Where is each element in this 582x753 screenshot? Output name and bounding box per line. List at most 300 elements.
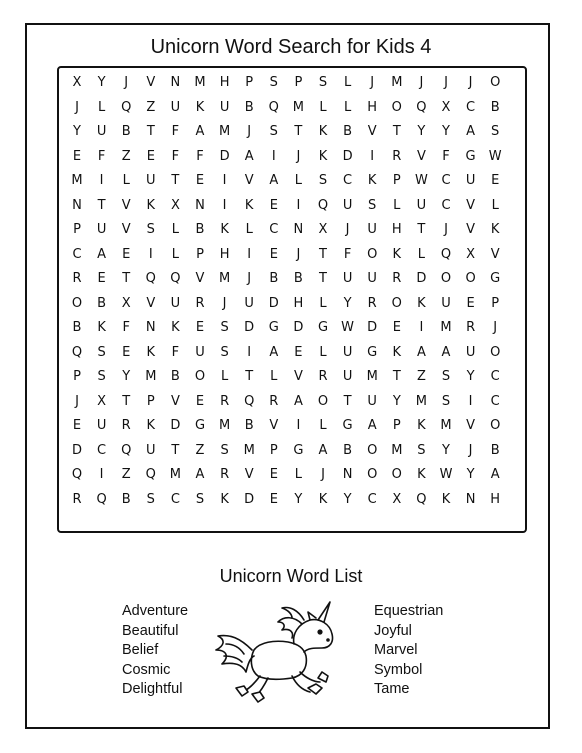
grid-letter: U bbox=[170, 99, 181, 115]
grid-letter: J bbox=[296, 246, 301, 262]
grid-letter: Y bbox=[97, 75, 106, 90]
grid-row bbox=[59, 462, 525, 488]
grid-letter: U bbox=[367, 222, 377, 237]
grid-letter: M bbox=[218, 418, 231, 433]
grid-letter: N bbox=[145, 320, 156, 335]
grid-letter: P bbox=[491, 295, 500, 311]
grid-letter: V bbox=[269, 418, 279, 433]
grid-letter: M bbox=[71, 173, 83, 188]
word-list-title: Unicorn Word List bbox=[219, 566, 363, 586]
grid-letter: J bbox=[321, 467, 325, 482]
grid-letter: Y bbox=[442, 124, 450, 139]
grid-letter: A bbox=[367, 418, 377, 433]
grid-letter: T bbox=[171, 442, 180, 458]
word-list-item: Joyful bbox=[374, 622, 412, 639]
grid-letter: S bbox=[195, 491, 205, 507]
grid-letter: E bbox=[195, 393, 205, 409]
grid-letter: E bbox=[122, 344, 131, 360]
grid-letter: T bbox=[245, 369, 254, 384]
grid-letter: O bbox=[391, 99, 402, 115]
grid-letter: B bbox=[293, 271, 303, 286]
grid-letter: J bbox=[75, 393, 79, 409]
grid-letter: W bbox=[488, 148, 502, 164]
unicorn-eye bbox=[318, 630, 322, 634]
grid-letter: S bbox=[318, 173, 328, 188]
grid-row bbox=[59, 242, 525, 268]
grid-letter: A bbox=[466, 124, 476, 139]
grid-letter: J bbox=[296, 148, 301, 164]
grid-letter: I bbox=[247, 344, 252, 360]
grid-letter: B bbox=[244, 418, 254, 433]
grid-letter: V bbox=[490, 246, 500, 262]
grid-row bbox=[59, 340, 525, 366]
grid-letter: O bbox=[440, 271, 452, 286]
word-list-item: Delightful bbox=[122, 681, 183, 697]
grid-letter: C bbox=[441, 197, 451, 213]
grid-letter: D bbox=[170, 418, 181, 433]
grid-letter: K bbox=[244, 197, 254, 213]
grid-letter: C bbox=[269, 222, 279, 237]
grid-letter: L bbox=[270, 369, 278, 384]
grid-letter: O bbox=[490, 418, 501, 433]
unicorn-tail bbox=[216, 636, 254, 672]
grid-letter: J bbox=[124, 75, 129, 90]
grid-letter: E bbox=[195, 320, 205, 335]
grid-letter: N bbox=[465, 491, 476, 507]
grid-letter: N bbox=[72, 197, 82, 213]
grid-letter: E bbox=[269, 197, 278, 213]
grid-letter: Q bbox=[145, 467, 156, 482]
word-list-item: Tame bbox=[374, 681, 410, 697]
grid-letter: T bbox=[343, 393, 352, 409]
grid-letter: V bbox=[466, 197, 476, 213]
grid-letter: D bbox=[268, 295, 279, 311]
grid-letter: X bbox=[170, 197, 180, 213]
grid-row bbox=[59, 217, 525, 243]
grid-letter: V bbox=[416, 148, 426, 164]
grid-letter: P bbox=[245, 75, 254, 90]
grid-letter: S bbox=[269, 75, 278, 90]
grid-letter: K bbox=[220, 491, 229, 507]
grid-letter: L bbox=[171, 222, 180, 237]
grid-row bbox=[59, 168, 525, 194]
grid-letter: X bbox=[466, 246, 476, 262]
grid-letter: I bbox=[296, 197, 301, 213]
grid-letter: M bbox=[218, 271, 231, 286]
grid-letter: K bbox=[367, 173, 377, 188]
grid-letter: U bbox=[96, 124, 107, 139]
grid-letter: T bbox=[417, 222, 426, 237]
grid-row bbox=[59, 487, 525, 513]
grid-letter: K bbox=[146, 418, 156, 433]
grid-letter: S bbox=[417, 442, 426, 458]
grid-letter: J bbox=[419, 75, 424, 90]
grid-letter: F bbox=[343, 246, 352, 262]
grid-letter: V bbox=[367, 124, 377, 139]
grid-letter: X bbox=[97, 393, 107, 409]
grid-letter: E bbox=[97, 271, 106, 286]
grid-letter: E bbox=[195, 173, 205, 188]
grid-letter: E bbox=[72, 418, 82, 433]
grid-letter: G bbox=[490, 271, 501, 286]
grid-letter: E bbox=[122, 246, 131, 262]
grid-letter: S bbox=[441, 369, 451, 384]
grid-letter: D bbox=[219, 148, 230, 164]
grid-letter: L bbox=[294, 173, 303, 188]
grid-letter: A bbox=[416, 344, 426, 360]
grid-letter: S bbox=[441, 393, 451, 409]
grid-letter: T bbox=[146, 124, 155, 139]
grid-letter: R bbox=[220, 467, 230, 482]
grid-letter: R bbox=[466, 320, 476, 335]
grid-letter: I bbox=[271, 148, 276, 164]
grid-letter: M bbox=[243, 442, 255, 458]
grid-letter: T bbox=[392, 124, 401, 139]
grid-letter: X bbox=[392, 491, 402, 507]
grid-letter: Y bbox=[294, 491, 303, 507]
grid-letter: K bbox=[318, 124, 328, 139]
grid-letter: O bbox=[391, 295, 402, 311]
grid-letter: V bbox=[293, 369, 303, 384]
grid-letter: P bbox=[294, 75, 303, 90]
grid-letter: L bbox=[343, 99, 352, 115]
grid-letter: A bbox=[97, 246, 107, 262]
grid-letter: S bbox=[146, 222, 155, 237]
grid-letter: E bbox=[72, 148, 82, 164]
grid-letter: I bbox=[222, 173, 227, 188]
grid-letter: M bbox=[440, 320, 452, 335]
grid-letter: B bbox=[195, 222, 205, 237]
grid-letter: R bbox=[318, 369, 328, 384]
word-list-item: Symbol bbox=[374, 661, 423, 678]
grid-row bbox=[59, 291, 525, 317]
grid-letter: F bbox=[97, 148, 106, 164]
grid-letter: V bbox=[146, 75, 156, 90]
grid-letter: U bbox=[170, 295, 181, 311]
grid-letter: A bbox=[244, 148, 254, 164]
grid-letter: Q bbox=[170, 271, 181, 286]
grid-letter: U bbox=[219, 99, 230, 115]
grid-letter: J bbox=[247, 271, 252, 286]
grid-letter: P bbox=[73, 222, 81, 237]
grid-letter: C bbox=[466, 99, 476, 115]
grid-letter: S bbox=[220, 320, 229, 335]
grid-letter: T bbox=[294, 124, 303, 139]
grid-letter: Q bbox=[244, 393, 255, 409]
grid-letter: O bbox=[391, 467, 402, 482]
grid-letter: Q bbox=[416, 491, 427, 507]
grid-letter: K bbox=[392, 344, 402, 360]
word-list-item: Equestrian bbox=[374, 603, 444, 619]
grid-letter: B bbox=[490, 99, 500, 115]
grid-letter: M bbox=[218, 124, 231, 139]
grid-letter: B bbox=[72, 320, 82, 335]
grid-letter: A bbox=[318, 442, 328, 458]
grid-letter: V bbox=[244, 467, 254, 482]
grid-letter: C bbox=[441, 173, 451, 188]
grid-letter: J bbox=[468, 442, 473, 458]
grid-letter: P bbox=[73, 369, 81, 384]
grid-letter: D bbox=[416, 271, 427, 286]
grid-letter: V bbox=[466, 418, 476, 433]
grid-letter: K bbox=[171, 320, 180, 335]
word-list-item: Adventure bbox=[122, 603, 189, 619]
grid-letter: U bbox=[146, 442, 156, 458]
grid-letter: R bbox=[269, 393, 279, 409]
word-list-item: Cosmic bbox=[122, 661, 171, 678]
grid-letter: K bbox=[318, 148, 328, 164]
grid-letter: K bbox=[417, 467, 426, 482]
grid-letter: A bbox=[269, 173, 279, 188]
grid-letter: V bbox=[121, 197, 131, 213]
grid-row bbox=[59, 438, 525, 464]
grid-letter: I bbox=[247, 246, 252, 262]
grid-letter: Z bbox=[121, 467, 131, 482]
grid-letter: U bbox=[342, 344, 353, 360]
grid-letter: H bbox=[490, 491, 501, 507]
grid-letter: K bbox=[195, 99, 205, 115]
grid-letter: G bbox=[194, 418, 206, 433]
grid-letter: G bbox=[293, 442, 304, 458]
grid-letter: I bbox=[99, 173, 104, 188]
grid-letter: E bbox=[269, 491, 278, 507]
grid-letter: Q bbox=[121, 442, 132, 458]
grid-letter: F bbox=[171, 344, 180, 360]
grid-letter: D bbox=[244, 491, 255, 507]
grid-letter: L bbox=[319, 295, 327, 311]
grid-letter: L bbox=[319, 99, 327, 115]
grid-letter: U bbox=[465, 344, 476, 360]
grid-letter: Q bbox=[416, 99, 427, 115]
grid-letter: T bbox=[97, 197, 106, 213]
grid-letter: B bbox=[343, 442, 353, 458]
grid-letter: M bbox=[292, 99, 304, 115]
grid-letter: C bbox=[170, 491, 180, 507]
grid-letter: O bbox=[317, 393, 329, 409]
grid-letter: P bbox=[196, 246, 204, 262]
grid-letter: I bbox=[370, 148, 375, 164]
grid-letter: E bbox=[466, 295, 475, 311]
grid-row bbox=[59, 193, 525, 219]
grid-letter: U bbox=[146, 173, 156, 188]
grid-row bbox=[59, 266, 525, 292]
grid-letter: R bbox=[367, 295, 377, 311]
grid-letter: T bbox=[122, 271, 131, 286]
grid-letter: B bbox=[121, 491, 131, 507]
grid-letter: O bbox=[194, 369, 206, 384]
grid-letter: C bbox=[343, 173, 353, 188]
grid-row bbox=[59, 144, 525, 170]
grid-letter: K bbox=[490, 222, 500, 237]
grid-letter: V bbox=[195, 271, 205, 286]
grid-letter: O bbox=[367, 246, 378, 262]
grid-letter: E bbox=[392, 320, 401, 335]
unicorn-illustration bbox=[212, 598, 346, 708]
grid-letter: H bbox=[219, 75, 230, 90]
grid-letter: J bbox=[444, 75, 448, 90]
grid-row bbox=[59, 70, 525, 96]
grid-letter: F bbox=[442, 148, 450, 164]
grid-letter: A bbox=[269, 344, 279, 360]
grid-letter: L bbox=[245, 222, 253, 237]
grid-letter: P bbox=[269, 442, 278, 458]
grid-letter: C bbox=[490, 369, 500, 384]
grid-letter: D bbox=[293, 320, 304, 335]
grid-letter: C bbox=[72, 246, 82, 262]
grid-letter: I bbox=[148, 246, 153, 262]
grid-letter: L bbox=[122, 173, 130, 188]
grid-letter: J bbox=[493, 320, 498, 335]
grid-letter: C bbox=[490, 393, 500, 409]
grid-letter: G bbox=[465, 148, 476, 164]
grid-letter: K bbox=[220, 222, 229, 237]
grid-row bbox=[59, 95, 525, 121]
grid-letter: B bbox=[244, 99, 254, 115]
grid-letter: C bbox=[97, 442, 107, 458]
grid-letter: W bbox=[439, 467, 453, 482]
grid-letter: V bbox=[121, 222, 131, 237]
grid-letter: S bbox=[97, 344, 106, 360]
grid-letter: V bbox=[146, 295, 156, 311]
grid-letter: Y bbox=[466, 369, 475, 384]
grid-letter: T bbox=[122, 393, 131, 409]
grid-letter: E bbox=[269, 467, 278, 482]
grid-letter: O bbox=[367, 467, 378, 482]
grid-letter: X bbox=[121, 295, 131, 311]
grid-letter: R bbox=[195, 295, 205, 311]
grid-letter: R bbox=[220, 393, 230, 409]
grid-letter: J bbox=[222, 295, 227, 311]
unicorn-horn bbox=[318, 602, 330, 622]
grid-letter: E bbox=[146, 148, 155, 164]
grid-letter: T bbox=[171, 173, 180, 188]
grid-letter: U bbox=[465, 173, 476, 188]
grid-letter: Y bbox=[343, 295, 352, 311]
grid-letter: S bbox=[220, 344, 229, 360]
grid-letter: V bbox=[170, 393, 180, 409]
grid-letter: B bbox=[343, 124, 353, 139]
grid-letter: L bbox=[319, 418, 327, 433]
grid-letter: Y bbox=[392, 393, 401, 409]
grid-letter: X bbox=[441, 99, 451, 115]
grid-letter: G bbox=[342, 418, 353, 433]
grid-letter: H bbox=[391, 222, 402, 237]
grid-letter: S bbox=[269, 124, 278, 139]
grid-letter: D bbox=[367, 320, 378, 335]
grid-letter: B bbox=[121, 124, 131, 139]
grid-row bbox=[59, 119, 525, 145]
grid-letter: L bbox=[97, 99, 106, 115]
grid-letter: D bbox=[342, 148, 353, 164]
grid-letter: B bbox=[170, 369, 180, 384]
grid-letter: F bbox=[171, 124, 180, 139]
grid-letter: A bbox=[293, 393, 303, 409]
grid-letter: I bbox=[99, 467, 104, 482]
grid-letter: H bbox=[367, 99, 378, 115]
letter-grid bbox=[57, 66, 527, 533]
grid-letter: B bbox=[269, 271, 279, 286]
grid-letter: I bbox=[419, 320, 424, 335]
grid-letter: L bbox=[491, 197, 499, 213]
grid-letter: C bbox=[367, 491, 377, 507]
grid-letter: X bbox=[72, 75, 82, 90]
grid-letter: L bbox=[343, 75, 352, 90]
grid-letter: U bbox=[367, 271, 377, 286]
grid-letter: L bbox=[294, 467, 303, 482]
grid-letter: Q bbox=[121, 99, 132, 115]
grid-letter: Q bbox=[71, 467, 83, 482]
grid-letter: O bbox=[490, 75, 501, 90]
grid-letter: Z bbox=[416, 369, 426, 384]
grid-letter: S bbox=[220, 442, 229, 458]
grid-letter: L bbox=[417, 246, 426, 262]
grid-letter: Q bbox=[71, 344, 83, 360]
grid-letter: S bbox=[146, 491, 155, 507]
grid-letter: R bbox=[392, 271, 402, 286]
grid-letter: S bbox=[97, 369, 106, 384]
word-list-right bbox=[374, 602, 443, 700]
grid-letter: V bbox=[244, 173, 254, 188]
grid-letter: M bbox=[194, 75, 206, 90]
grid-letter: M bbox=[391, 75, 403, 90]
grid-letter: K bbox=[97, 320, 106, 335]
grid-letter: J bbox=[75, 99, 79, 115]
grid-letter: B bbox=[97, 295, 107, 311]
grid-letter: M bbox=[366, 369, 378, 384]
grid-letter: K bbox=[441, 491, 451, 507]
grid-letter: Q bbox=[145, 271, 156, 286]
grid-letter: N bbox=[293, 222, 304, 237]
grid-letter: Q bbox=[96, 491, 107, 507]
grid-letter: F bbox=[171, 148, 180, 164]
unicorn-body bbox=[251, 641, 306, 679]
grid-letter: T bbox=[392, 369, 401, 384]
grid-letter: P bbox=[392, 173, 401, 188]
grid-letter: Y bbox=[466, 467, 475, 482]
grid-letter: M bbox=[391, 442, 403, 458]
grid-letter: A bbox=[490, 467, 500, 482]
grid-letter: G bbox=[367, 344, 378, 360]
grid-letter: S bbox=[491, 124, 500, 139]
grid-letter: G bbox=[268, 320, 279, 335]
grid-letter: E bbox=[491, 173, 500, 188]
grid-row bbox=[59, 315, 525, 341]
grid-letter: Q bbox=[268, 99, 279, 115]
grid-letter: O bbox=[465, 271, 476, 286]
grid-letter: K bbox=[417, 418, 426, 433]
grid-letter: M bbox=[145, 369, 157, 384]
grid-letter: N bbox=[170, 75, 181, 90]
grid-letter: E bbox=[269, 246, 278, 262]
grid-letter: A bbox=[195, 467, 205, 482]
grid-letter: J bbox=[247, 124, 252, 139]
grid-letter: V bbox=[466, 222, 476, 237]
grid-letter: O bbox=[71, 295, 83, 311]
grid-row bbox=[59, 389, 525, 415]
grid-letter: K bbox=[417, 295, 426, 311]
grid-letter: S bbox=[368, 197, 377, 213]
grid-letter: U bbox=[342, 197, 353, 213]
grid-letter: Y bbox=[343, 491, 352, 507]
grid-letter: P bbox=[146, 393, 155, 409]
grid-letter: N bbox=[342, 467, 353, 482]
grid-letter: P bbox=[392, 418, 401, 433]
grid-letter: U bbox=[96, 222, 107, 237]
grid-letter: J bbox=[370, 75, 375, 90]
grid-letter: L bbox=[319, 344, 327, 360]
grid-letter: W bbox=[341, 320, 355, 335]
grid-letter: K bbox=[392, 246, 402, 262]
